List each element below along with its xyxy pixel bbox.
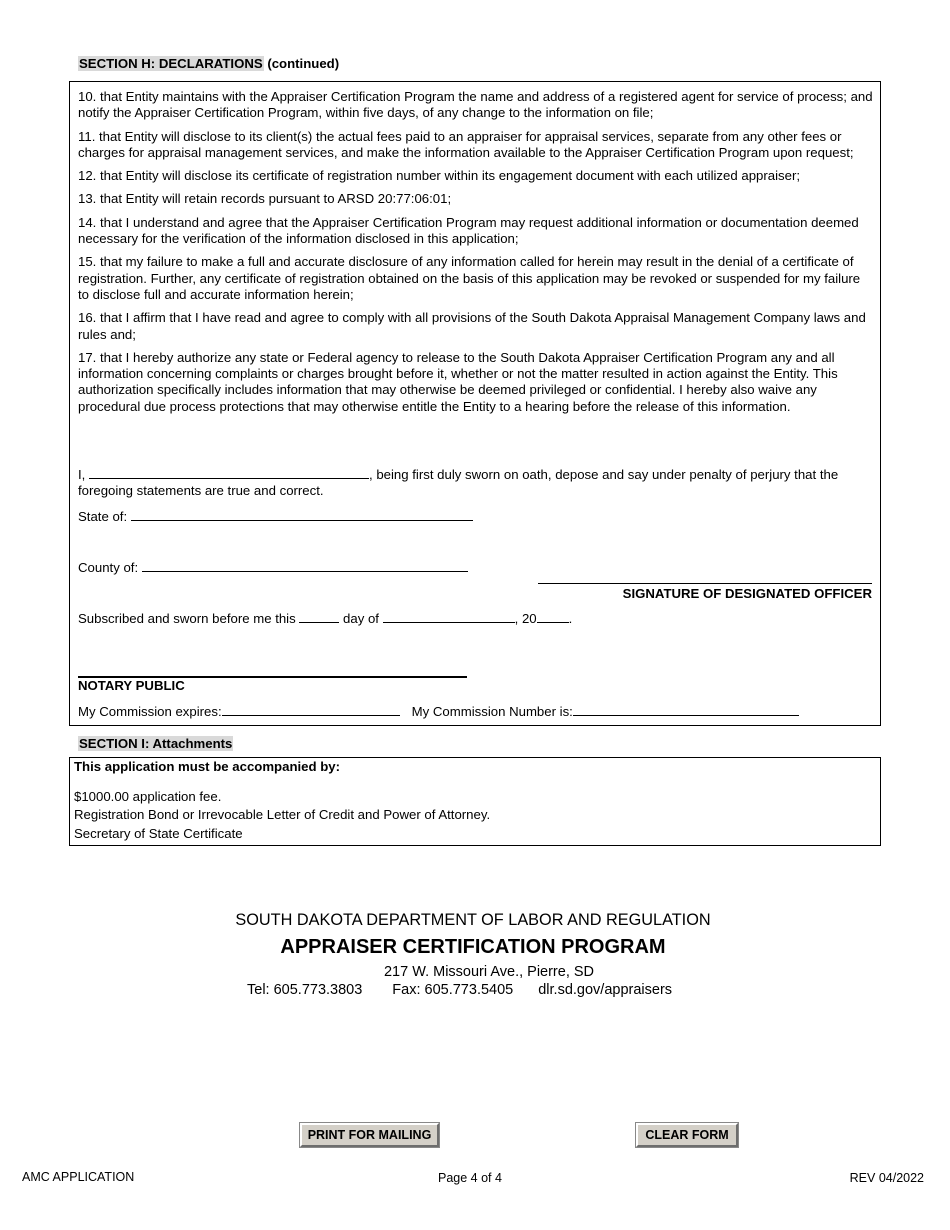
section-h-continued: (continued) (263, 56, 340, 71)
affiant-name-field[interactable] (89, 467, 369, 479)
declarations-box (69, 81, 881, 726)
declaration-item-11: 11. that Entity will disclose to its client(s) the actual fees paid to an appraiser for appraisal services, separate from any other fees or charges for appraisal management services, and make the information available to the Appraiser Certification Program upon request; (78, 128, 854, 160)
declaration-item-14: 14. that I understand and agree that the Appraiser Certification Program may request additional information or documentation deemed necessary for the verification of the information disclosed in this application; (78, 214, 859, 247)
oath-suffix: , being first duly sworn on oath, depose and say under penalty of perjury that the (369, 467, 839, 482)
attachment-item: Registration Bond or Irrevocable Letter of Credit and Power of Attorney. (74, 807, 491, 823)
attachment-item: Secretary of State Certificate (74, 825, 243, 841)
section-h-heading: SECTION H: DECLARATIONS (79, 56, 263, 71)
month-field[interactable] (383, 611, 515, 623)
program-name: APPRAISER CERTIFICATION PROGRAM (280, 936, 666, 958)
day-field[interactable] (299, 611, 339, 623)
declaration-item-16: 16. that I affirm that I have read and agree to comply with all provisions of the South Dakota Appraisal Management Company laws and rules and; (78, 310, 866, 342)
subscribed-text-3: , 20 (514, 611, 537, 626)
county-label: County of: (78, 560, 142, 575)
commission-number-field[interactable] (573, 704, 799, 716)
agency-website: dlr.sd.gov/appraisers (538, 982, 673, 998)
state-row (78, 509, 473, 524)
section-h-title (78, 56, 339, 71)
notary-public-label: NOTARY PUBLIC (78, 678, 185, 693)
attachments-header: This application must be accompanied by: (74, 759, 340, 774)
section-i-heading: SECTION I: Attachments (79, 736, 233, 751)
footer-form-name: AMC APPLICATION (22, 1170, 135, 1184)
state-label: State of: (78, 509, 131, 524)
declarations-list (78, 89, 874, 422)
commission-expires-label: My Commission expires: (78, 704, 222, 719)
oath-line-2: foregoing statements are true and correct. (78, 483, 324, 499)
subscribed-text-4: . (568, 611, 573, 626)
county-row (78, 560, 468, 575)
attachment-item: $1000.00 application fee. (74, 789, 222, 804)
section-i-title (78, 736, 233, 751)
subscribed-text-2: day of (339, 611, 383, 626)
attachments-list (74, 788, 490, 843)
county-field[interactable] (142, 560, 468, 572)
footer-page-number: Page 4 of 4 (438, 1171, 502, 1185)
oath-statement (78, 467, 878, 500)
agency-address: 217 W. Missouri Ave., Pierre, SD (383, 964, 595, 980)
clear-form-button[interactable]: CLEAR FORM (636, 1123, 738, 1147)
signature-line[interactable] (538, 583, 872, 584)
subscribed-text-1: Subscribed and sworn before me this (78, 611, 300, 626)
subscribed-row (78, 611, 572, 626)
attachments-box (69, 757, 881, 846)
agency-contact (247, 982, 672, 998)
oath-prefix: I, (78, 467, 89, 482)
state-field[interactable] (131, 509, 473, 521)
commission-expires-field[interactable] (222, 704, 400, 716)
footer-revision: REV 04/2022 (849, 1171, 924, 1185)
declaration-item-10: 10. that Entity maintains with the Appraiser Certification Program the name and address of a registered agent for service of process; and notify the Appraiser Certification Program, within five days, of any change to the information on file; (78, 89, 873, 121)
agency-tel: Tel: 605.773.3803 (247, 982, 363, 998)
declaration-item-17: 17. that I hereby authorize any state or Federal agency to release to the South Dakota Appraiser Certification Program any and all information concerning complaints or charges brought before it, whether or not the matter resulted in action against the Entity. This authorization specifically includes information that may otherwise be deemed privileged or confidential. I hereby also waive any procedural due process protections that may otherwise entitle the Entity to a hearing before the release of this information. (78, 349, 838, 414)
department-name: SOUTH DAKOTA DEPARTMENT OF LABOR AND REGULATION (235, 911, 711, 929)
declaration-item-12: 12. that Entity will disclose its certificate of registration number within its engagement document with each utilized appraiser; (78, 168, 801, 184)
commission-number-label: My Commission Number is: (411, 704, 573, 719)
commission-row (78, 704, 799, 719)
declaration-item-13: 13. that Entity will retain records pursuant to ARSD 20:77:06:01; (78, 191, 452, 207)
year-field[interactable] (537, 611, 569, 623)
print-for-mailing-button[interactable]: PRINT FOR MAILING (300, 1123, 439, 1147)
declaration-item-15: 15. that my failure to make a full and accurate disclosure of any information called for herein may result in the denial of a certificate of registration. Further, any certificate of registration obtained on the basis of this application may be revoked or suspended for my failure to disclose full and accurate information herein; (78, 254, 861, 302)
agency-fax: Fax: 605.773.5405 (392, 982, 514, 998)
signature-label: SIGNATURE OF DESIGNATED OFFICER (622, 586, 872, 601)
